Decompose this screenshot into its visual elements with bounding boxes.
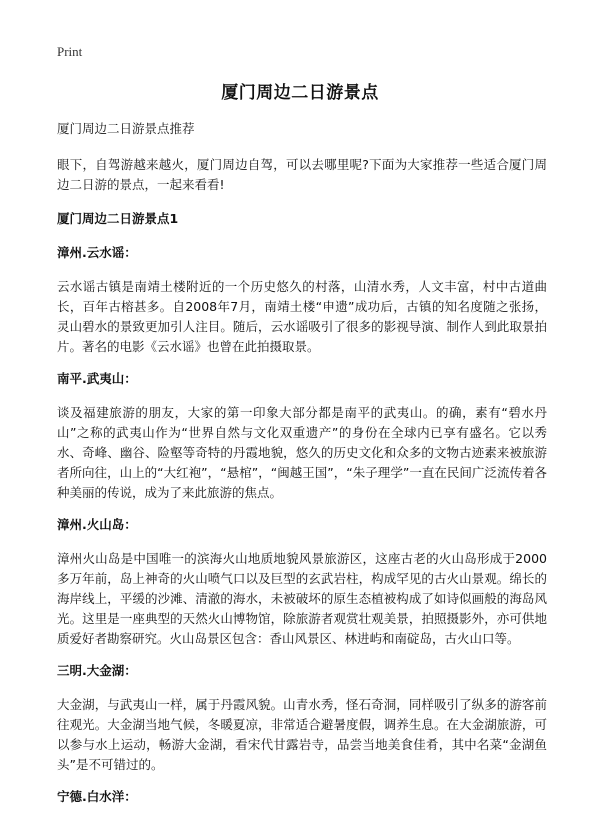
spot-description-huoshandao: 漳州火山岛是中国唯一的滨海火山地质地貌风景旅游区，这座古老的火山岛形成于2000多万年前，岛上神奇的火山喷气口以及巨型的玄武岩柱，构成罕见的古火山景观。绵长的海岸线上，平缓的沙滩、清澈的海水，未被破坏的原生态植被构成了如诗似画般的海岛风光。这里是一座典型的天然火山博物馆，除旅游者观赏壮观美景，拍照摄影外，亦可供地质爱好者勘察研究。火山岛景区包含：香山风景区、林进屿和南碇岛，古火山口等。 — [57, 551, 547, 646]
spot-description-dajinhu: 大金湖，与武夷山一样，属于丹霞风貌。山青水秀，怪石奇洞，同样吸引了纵多的游客前往观光。大金湖当地气候，冬暖夏凉，非常适合避暑度假，调养生息。在大金湖旅游，可以参与水上运动，畅游大金湖，看宋代甘露岩寺，品尝当地美食佳肴，其中名菜“金湖鱼头”是不可错过的。 — [57, 697, 547, 772]
spot-heading-dajinhu: 三明.大金湖： — [57, 663, 137, 678]
spot-heading-wuyishan: 南平.武夷山： — [57, 371, 137, 386]
article-body — [57, 119, 547, 821]
spot-description-yunshuiyao: 云水谣古镇是南靖土楼附近的一个历史悠久的村落，山清水秀，人文丰富，村中古道曲长，百年古榕甚多。自2008年7月，南靖土楼“申遗”成功后，古镇的知名度随之张扬，灵山碧水的景致更加引人注目。随后，云水谣吸引了很多的影视导演、制作人到此取景拍片。著名的电影《云水谣》也曾在此拍摄取景。 — [57, 279, 547, 354]
spot-heading-yunshuiyao: 漳州.云水谣： — [57, 245, 137, 260]
spot-heading-baishuiyang: 宁德.白水洋： — [57, 789, 137, 804]
article-subtitle: 厦门周边二日游景点推荐 — [57, 121, 195, 136]
intro-paragraph: 眼下，自驾游越来越火，厦门周边自驾，可以去哪里呢?下面为大家推荐一些适合厦门周边二日游的景点，一起来看看! — [57, 157, 547, 192]
section-heading: 厦门周边二日游景点1 — [57, 211, 179, 226]
spot-description-wuyishan: 谈及福建旅游的朋友，大家的第一印象大部分都是南平的武夷山。的确，素有“碧水丹山”之称的武夷山作为“世界自然与文化双重遗产”的身份在全球内已享有盛名。它以秀水、奇峰、幽谷、险壑等奇特的丹霞地貌，悠久的历史文化和众多的文物古迹素来被旅游者所向往，山上的“大红袍”，“悬棺”，“闽越王国”，“朱子理学”一直在民间广泛流传着各种美丽的传说，成为了来此旅游的焦点。 — [57, 405, 547, 500]
page-title: 厦门周边二日游景点 — [221, 83, 379, 103]
spot-heading-huoshandao: 漳州.火山岛： — [57, 517, 137, 532]
print-link[interactable]: Print — [57, 44, 83, 59]
